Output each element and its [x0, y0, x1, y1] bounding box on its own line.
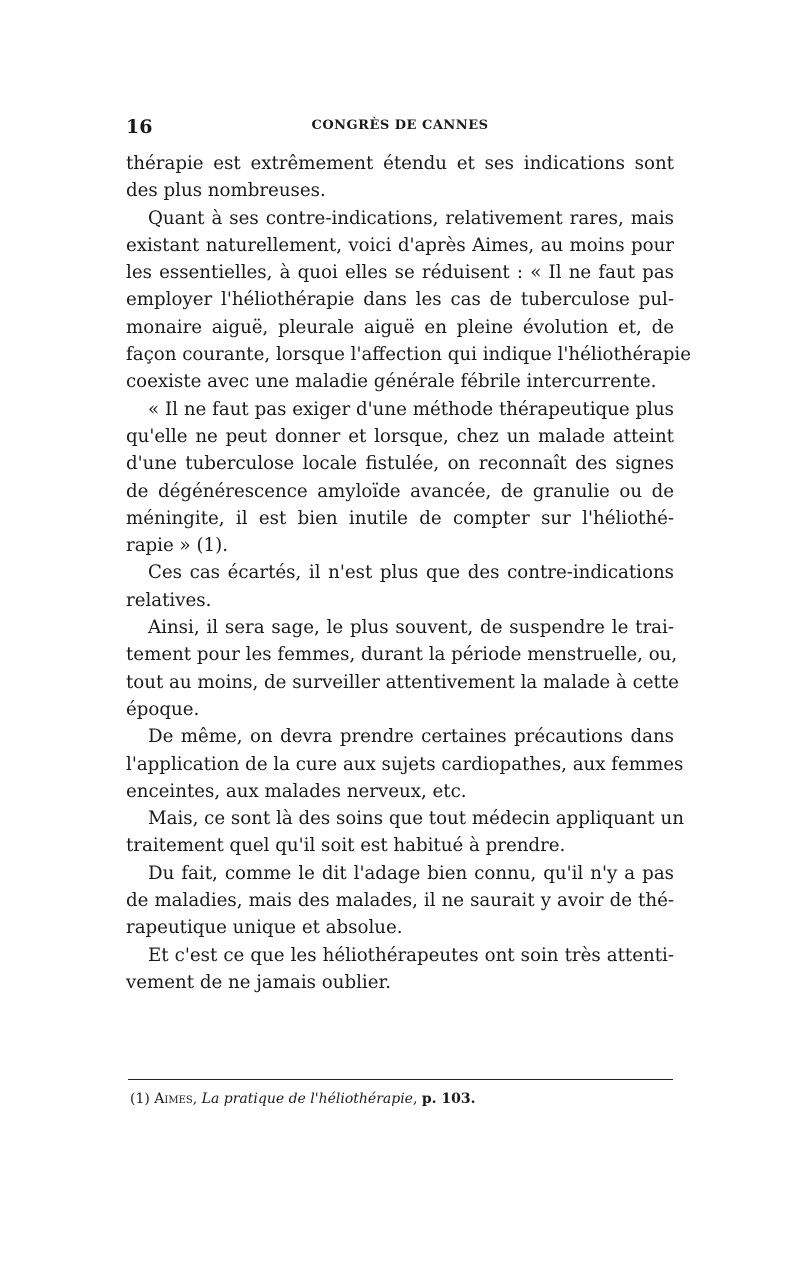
text-line: de dégénérescence amyloïde avancée, de granulie ou de: [126, 480, 674, 502]
text-line: rapeutique unique et absolue.: [126, 917, 403, 939]
text-line: l'application de la cure aux sujets cardiopathes, aux femmes: [126, 753, 684, 775]
text-line: enceintes, aux malades nerveux, etc.: [126, 780, 467, 802]
text-line: d'une tuberculose locale fistulée, on reconnaît des signes: [126, 453, 674, 475]
text-line: Ces cas écartés, il n'est plus que des contre-indications: [148, 562, 674, 584]
body-text: [126, 150, 692, 996]
footnote-marker: (1): [130, 1091, 150, 1107]
text-line: Et c'est ce que les héliothérapeutes ont soin très attenti-: [148, 944, 674, 966]
text-line: Ainsi, il sera sage, le plus souvent, de suspendre le trai-: [148, 617, 674, 639]
text-line: thérapie est extrêmement étendu et ses indications sont: [126, 153, 674, 174]
footnote-page-ref: p. 103.: [421, 1091, 476, 1107]
footnote-rule: [128, 1079, 673, 1080]
text-line: Quant à ses contre-indications, relativement rares, mais: [148, 207, 674, 229]
text-line: employer l'héliothérapie dans les cas de tuberculose pul-: [126, 289, 674, 311]
text-line: rapie » (1).: [126, 535, 228, 557]
running-title: CONGRÈS DE CANNES: [311, 118, 489, 133]
footnote-title: La pratique de l'héliothérapie: [201, 1091, 413, 1107]
text-line: relatives.: [126, 589, 212, 611]
text-line: façon courante, lorsque l'affection qui indique l'héliothérapie: [126, 344, 692, 366]
text-line: « Il ne faut pas exiger d'une méthode thérapeutique plus: [148, 398, 674, 420]
footnote-author: Aimes: [154, 1091, 193, 1107]
text-line: tout au moins, de surveiller attentivement la malade à cette: [126, 671, 679, 693]
text-line: tement pour les femmes, durant la période menstruelle, ou,: [126, 644, 678, 666]
text-line: existant naturellement, voici d'après Aimes, au moins pour: [126, 234, 674, 256]
text-line: vement de ne jamais oublier.: [126, 971, 391, 993]
page-number: 16: [126, 116, 153, 138]
text-line: de maladies, mais des malades, il ne saurait y avoir de thé-: [126, 890, 674, 912]
text-line: De même, on devra prendre certaines précautions dans: [148, 726, 674, 748]
text-line: coexiste avec une maladie générale fébrile intercurrente.: [126, 371, 657, 393]
page-header: [126, 116, 674, 142]
text-line: monaire aiguë, pleurale aiguë en pleine évolution et, de: [126, 316, 674, 338]
text-line: Mais, ce sont là des soins que tout médecin appliquant un: [148, 808, 684, 830]
text-line: traitement quel qu'il soit est habitué à prendre.: [126, 835, 566, 857]
text-line: époque.: [126, 698, 200, 720]
text-line: qu'elle ne peut donner et lorsque, chez un malade atteint: [126, 425, 674, 447]
text-line: Du fait, comme le dit l'adage bien connu, qu'il n'y a pas: [148, 862, 674, 884]
text-line: les essentielles, à quoi elles se réduisent : « Il ne faut pas: [126, 262, 674, 284]
footnote: (1) Aimes, La pratique de l'héliothérapie, p. 103.: [130, 1091, 476, 1107]
text-line: méningite, il est bien inutile de compter sur l'héliothé-: [126, 507, 674, 529]
text-line: des plus nombreuses.: [126, 180, 326, 202]
